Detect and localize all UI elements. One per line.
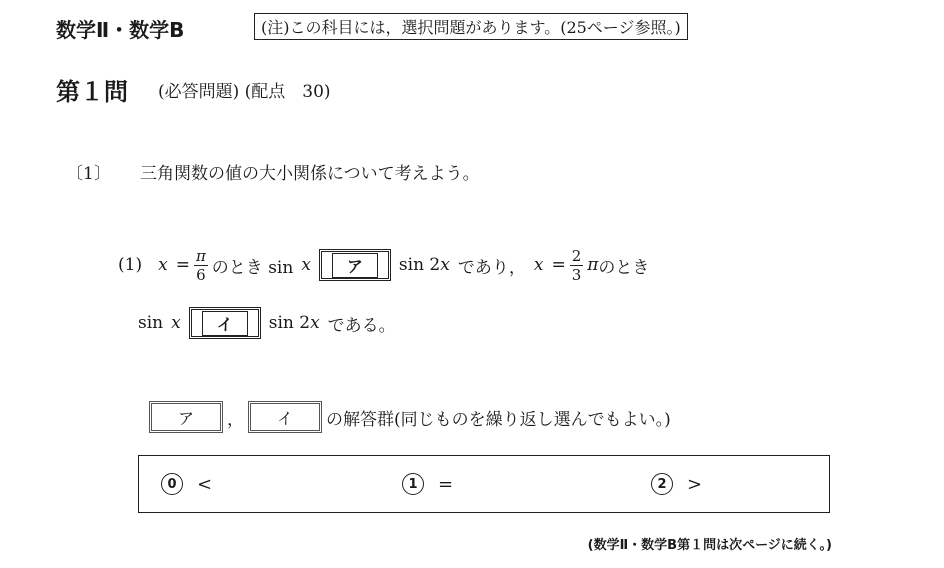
subject-title: 数学Ⅱ・数学B <box>56 18 185 42</box>
question-subtitle: (必答問題) (配点 30) <box>158 82 331 102</box>
option-number-1-icon: 1 <box>402 473 424 495</box>
comma: ， <box>227 409 244 430</box>
selection-note: (注)この科目には，選択問題があります。(25ページ参照。) <box>254 13 688 40</box>
condition-text: のとき <box>598 257 650 278</box>
equals-sign: = <box>175 255 190 275</box>
variable-x: x <box>310 313 320 333</box>
option-2[interactable] <box>651 473 702 495</box>
equals-sign: = <box>551 255 566 275</box>
item-number: (1) <box>118 255 143 275</box>
option-number-0-icon: 0 <box>161 473 183 495</box>
option-symbol: < <box>197 473 213 495</box>
variable-x: x <box>440 255 450 275</box>
option-symbol: = <box>438 473 454 495</box>
option-symbol: > <box>687 473 703 495</box>
part-text: 三角関数の値の大小関係について考えよう。 <box>140 164 480 184</box>
fraction-numerator: 2 <box>571 246 582 265</box>
answer-group-heading <box>145 400 671 434</box>
option-1[interactable] <box>402 473 453 495</box>
variable-x: x <box>533 255 544 275</box>
fraction-denominator: 3 <box>571 265 582 284</box>
part-label: 〔1〕 <box>66 164 111 184</box>
question-line-1 <box>118 240 649 290</box>
answer-box-a-ref: ア <box>149 401 223 433</box>
condition-text: のとき sin <box>211 257 294 278</box>
answer-box-i-ref: イ <box>248 401 322 433</box>
variable-x: x <box>301 255 311 275</box>
answer-group-text: の解答群(同じものを繰り返し選んでもよい。) <box>326 409 671 430</box>
question-line-2 <box>138 306 396 340</box>
continuation-note: (数学Ⅱ・数学B第１問は次ページに続く。) <box>587 538 832 553</box>
fraction-denominator: 6 <box>196 265 206 284</box>
variable-x: x <box>171 313 181 333</box>
answer-box-i[interactable]: イ <box>189 307 261 339</box>
sin-2x: sin 2 <box>268 313 311 333</box>
variable-x: x <box>158 255 168 275</box>
sin-label: sin <box>138 313 164 333</box>
connector-text: であり， <box>457 257 526 278</box>
option-0[interactable] <box>161 473 212 495</box>
sin-2x: sin 2 <box>398 255 441 275</box>
question-number: 第１問 <box>56 78 128 106</box>
options-box <box>138 455 830 513</box>
answer-box-a[interactable]: ア <box>319 249 391 281</box>
option-number-2-icon: 2 <box>651 473 673 495</box>
ending-text: である。 <box>327 315 396 336</box>
pi-symbol: π <box>587 255 599 275</box>
fraction-numerator: π <box>195 246 206 265</box>
fraction-pi-over-6 <box>194 247 208 284</box>
fraction-2-over-3 <box>570 247 584 284</box>
